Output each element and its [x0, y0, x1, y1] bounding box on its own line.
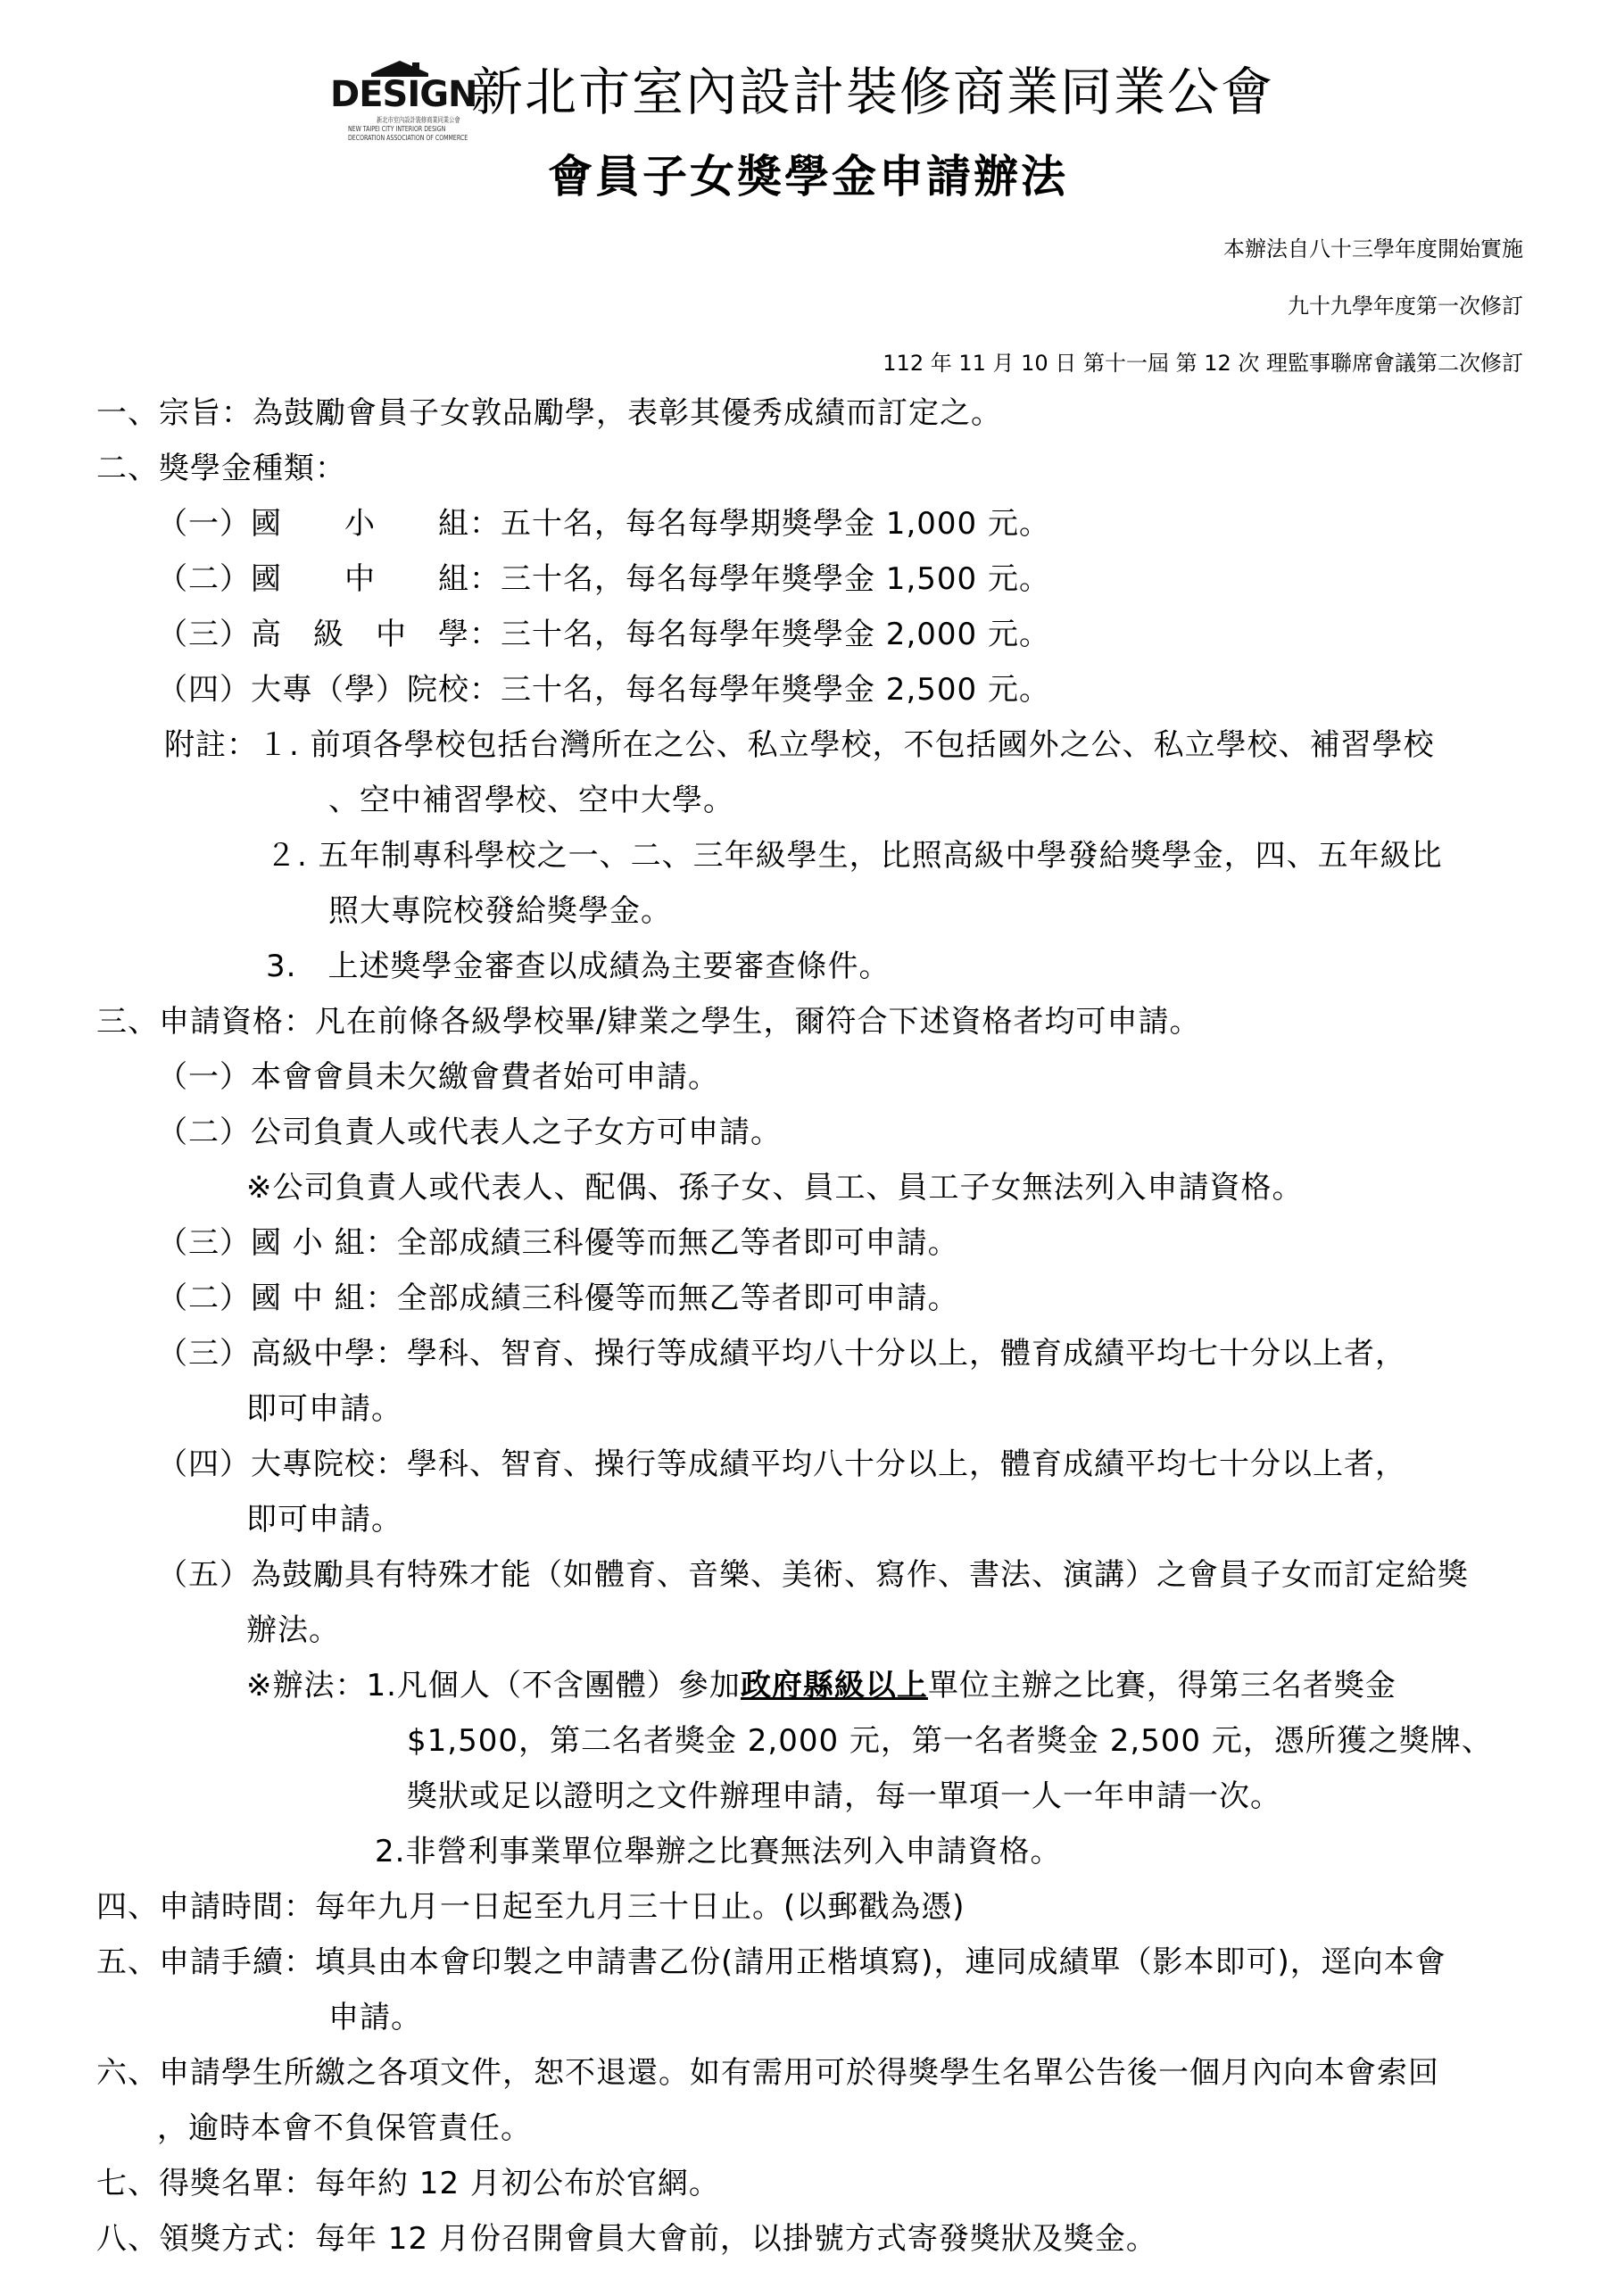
- list-item-cont: 即可申請。: [246, 1391, 402, 1427]
- list-item: （一）本會會員未欠繳會費者始可申請。: [157, 1059, 719, 1095]
- list-item: （二）國 中 組：全部成績三科優等而無乙等者即可申請。: [157, 1281, 959, 1316]
- method-line: [246, 1663, 1396, 1708]
- list-item: （三）國 小 組：全部成績三科優等而無乙等者即可申請。: [157, 1225, 959, 1261]
- logo-subtitle-en-2: DECORATION ASSOCIATION OF COMMERCE: [348, 134, 468, 142]
- revision-note: 九十九學年度第一次修訂: [1288, 294, 1523, 319]
- revision-note: 112 年 11 月 10 日 第十一屆 第 12 次 理監事聯席會議第二次修訂: [883, 351, 1523, 376]
- method-line-cont: $1,500，第二名者獎金 2,000 元，第一名者獎金 2,500 元，憑所獲之獎牌、: [407, 1723, 1493, 1759]
- list-item: （二）國 中 組：三十名，每名每學年獎學金 1,500 元。: [157, 561, 1050, 597]
- list-item: （四）大專（學）院校：三十名，每名每學年獎學金 2,500 元。: [157, 672, 1050, 708]
- section-application-period: 四、申請時間：每年九月一日起至九月三十日止。(以郵戳為憑): [96, 1889, 965, 1925]
- method-line-cont: 獎狀或足以證明之文件辦理申請，每一單項一人一年申請一次。: [407, 1778, 1281, 1814]
- list-item: （三）高級中學：學科、智育、操行等成績平均八十分以上，體育成績平均七十分以上者，: [157, 1336, 1406, 1372]
- method-text-post: 單位主辦之比賽，得第三名者獎金: [927, 1668, 1396, 1703]
- logo-subtitle-zh: 新北市室內設計裝修商業同業公會: [377, 116, 460, 124]
- section-documents: 六、申請學生所繳之各項文件，恕不退還。如有需用可於得獎學生名單公告後一個月內向本會索回: [96, 2055, 1439, 2091]
- list-item: （五）為鼓勵具有特殊才能（如體育、音樂、美術、寫作、書法、演講）之會員子女而訂定給獎: [157, 1557, 1469, 1593]
- logo-wordmark: DESIGN: [330, 74, 477, 115]
- section-scholarship-types: 二、獎學金種類：: [96, 451, 346, 486]
- association-logo: [330, 59, 477, 142]
- section-eligibility: 三、申請資格：凡在前條各級學校畢/肄業之學生，爾符合下述資格者均可申請。: [96, 1004, 1201, 1040]
- list-item: （一）國 小 組：五十名，每名每學期獎學金 1,000 元。: [157, 506, 1050, 542]
- section-award-list: 七、得獎名單：每年約 12 月初公布於官網。: [96, 2166, 720, 2201]
- section-purpose: 一、宗旨：為鼓勵會員子女敦品勵學，表彰其優秀成績而訂定之。: [96, 395, 1002, 431]
- section-application-procedure: 五、申請手續：填具由本會印製之申請書乙份(請用正楷填寫)，連同成績單（影本即可)，逕向本會: [96, 1944, 1446, 1980]
- section-award-method: 八、領獎方式：每年 12 月份召開會員大會前，以掛號方式寄發獎狀及獎金。: [96, 2221, 1157, 2257]
- section-application-procedure-cont: 申請。: [328, 2000, 422, 2035]
- method-text-pre: ※辦法：1.凡個人（不含團體）參加: [246, 1668, 741, 1703]
- list-item: （四）大專院校：學科、智育、操行等成績平均八十分以上，體育成績平均七十分以上者，: [157, 1446, 1406, 1482]
- organization-name: 新北市室內設計裝修商業同業公會: [471, 62, 1275, 122]
- method-emphasis: 政府縣級以上: [740, 1668, 928, 1703]
- logo-subtitle-en-1: NEW TAIPEI CITY INTERIOR DESIGN: [348, 125, 446, 133]
- document-title: 會員子女獎學金申請辦法: [548, 151, 1068, 203]
- note-item: 3. 上述獎學金審查以成績為主要審查條件。: [266, 949, 891, 984]
- method-line: 2.非營利事業單位舉辦之比賽無法列入申請資格。: [375, 1834, 1062, 1869]
- note-item: ２. 五年制專科學校之一、二、三年級學生，比照高級中學發給獎學金，四、五年級比: [266, 838, 1443, 874]
- list-item-cont: 即可申請。: [246, 1502, 402, 1538]
- note-item-cont: 、空中補習學校、空中大學。: [328, 783, 734, 818]
- list-item: （三）高 級 中 學：三十名，每名每學年獎學金 2,000 元。: [157, 617, 1050, 652]
- list-item-note: ※公司負責人或代表人、配偶、孫子女、員工、員工子女無法列入申請資格。: [246, 1170, 1304, 1206]
- section-documents-cont: ，逾時本會不負保管責任。: [157, 2110, 532, 2146]
- note-item-cont: 照大專院校發給獎學金。: [328, 893, 672, 929]
- revision-note: 本辦法自八十三學年度開始實施: [1223, 236, 1523, 261]
- list-item-cont: 辦法。: [246, 1612, 340, 1648]
- note-item: 附註：１. 前項各學校包括台灣所在之公、私立學校，不包括國外之公、私立學校、補習學校: [164, 727, 1435, 763]
- list-item: （二）公司負責人或代表人之子女方可申請。: [157, 1115, 782, 1150]
